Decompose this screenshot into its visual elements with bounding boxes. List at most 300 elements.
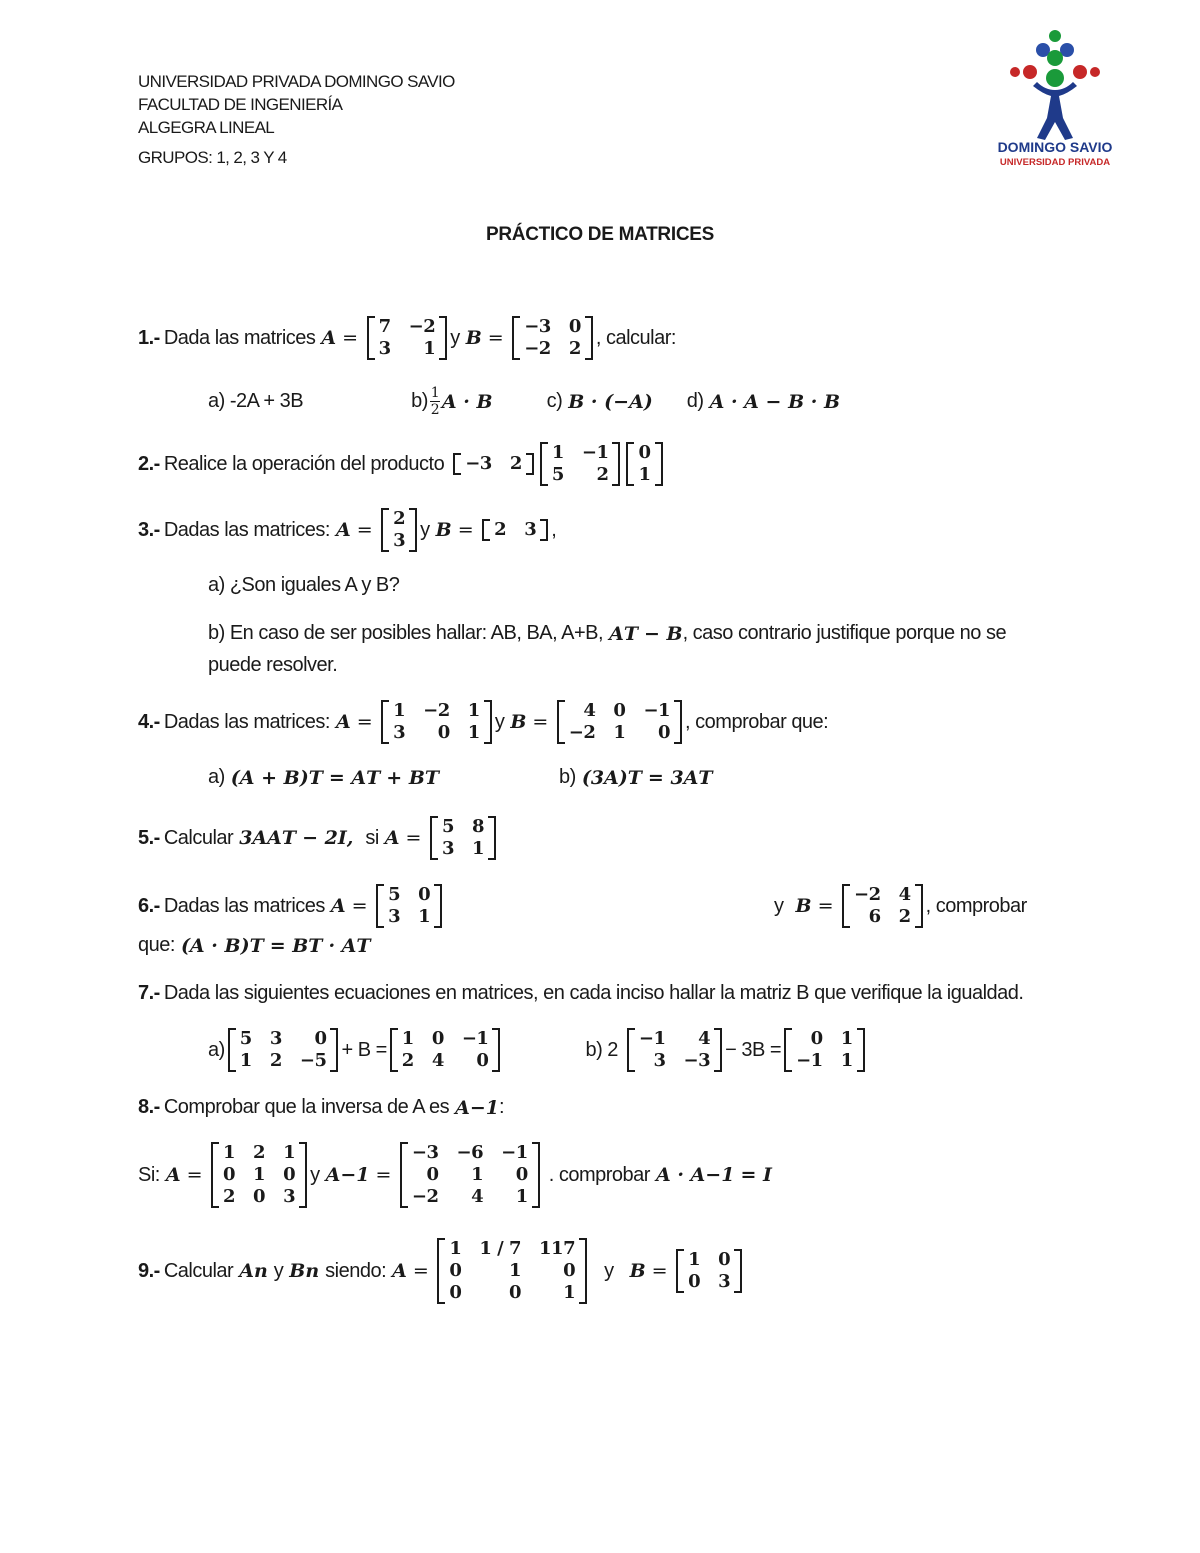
var-b: B [629,1260,646,1282]
part-b-label: b) [411,390,428,412]
matrix-a [376,884,442,928]
check-rhs: = I [740,1164,772,1186]
matrix-grid [445,1238,579,1304]
bracket-right [299,1142,307,1208]
matrix-grid [398,1028,493,1072]
matrix-cell: 4 [898,884,911,905]
matrix-cell: 0 [449,1282,462,1303]
matrix-cell: 0 [418,884,431,905]
part-c-label: c) [546,390,563,412]
expr: 3AA [239,827,282,849]
matrix-cell: 3 [378,338,391,359]
problem-number: 9.- [138,1259,160,1282]
bracket-left [376,884,384,928]
matrix-cell: 5 [441,816,454,837]
bracket-right [409,508,417,552]
bracket-right [674,700,682,744]
problem-tail: , comprobar [925,894,1027,917]
var-b: B [289,1260,306,1282]
matrix-cell: 1 [515,1186,528,1207]
problem-text: Dadas las matrices: [163,710,330,733]
connector-y: y [774,894,784,917]
problem-text: Dada las siguientes ecuaciones en matrices, en cada inciso hallar la matriz B que verifique la igualdad. [163,982,1024,1004]
matrix-cell: 3 [653,1050,666,1071]
matrix-cell: 5 [239,1028,252,1049]
matrix-cell: 0 [223,1164,236,1185]
part-a-label: a) [208,766,225,788]
matrix-b [512,316,593,360]
matrix-cell: −1 [638,1028,666,1049]
part-a-rhs-2: + B [386,766,425,789]
matrix-cell: 1 [418,906,431,927]
equals-sign: = [351,895,368,917]
problem-1-parts [208,386,840,417]
bracket-right [734,1249,742,1293]
minus-b: − B [643,622,683,645]
bracket-left [381,700,389,744]
equals-sign: = [186,1164,203,1186]
equals-sign: = [356,711,373,733]
matrix-a [367,316,448,360]
var-b: B [795,895,812,917]
university-name: UNIVERSIDAD PRIVADA DOMINGO SAVIO [138,72,455,91]
matrix-cell: 1 / 7 [479,1238,522,1259]
problem-number: 7.- [138,982,160,1004]
problem-text: Dada las matrices [163,326,316,349]
bracket-right [439,316,447,360]
bracket-left [453,453,461,475]
connector-y: y [494,710,505,733]
matrix-cell: 0 [718,1249,731,1270]
matrix-cell: −1 [643,700,671,721]
var-a: A [335,711,351,733]
rhs: = B [269,934,309,957]
matrix-cell: −3 [465,453,492,474]
matrix-b [557,700,682,744]
bracket-left [211,1142,219,1208]
var-a: A [330,895,346,917]
connector-y: y [420,518,430,541]
equals-sign: = [342,327,358,349]
matrix-b [676,1249,742,1293]
problem-number: 8.- [138,1096,160,1118]
matrix-grid [219,1142,299,1208]
matrix-cell: 2 [223,1186,236,1207]
matrix-cell: 7 [378,316,391,337]
matrix-cell: 0 [568,316,581,337]
problem-6-right [774,884,1027,928]
matrix-cell: 1 [613,722,626,743]
matrix-cell: 1 [471,838,485,859]
matrix-cell: 1 [253,1164,266,1185]
matrix-cell: 2 [509,453,522,474]
connector-si: si [365,826,379,849]
matrix-cell: 2 [393,508,406,529]
matrix-b-left [627,1028,722,1072]
matrix-cell: 3 [269,1028,282,1049]
matrix-cell: 1 [467,700,480,721]
matrix-cell: 2 [253,1142,266,1163]
matrix-cell: 3 [393,530,406,551]
matrix-cell: 2 [269,1050,282,1071]
problem-8: 8.- Comprobar que la inversa de A es A −1 : [138,1096,505,1119]
problem-tail: , comprobar que: [685,710,829,733]
matrix-cell: 1 [840,1050,853,1071]
matrix-cell: 2 [898,906,911,927]
matrix-b-right [784,1028,865,1072]
bracket-left [784,1028,792,1072]
var-a-inverse: A [325,1164,341,1186]
matrix-cell: 0 [431,1028,444,1049]
matrix-cell: 5 [551,464,564,485]
problem-6-identity: que: (A · B) T = B T · A T [138,934,371,957]
university-logo [985,28,1125,173]
problem-2 [138,442,666,486]
matrix-cell: 1 [563,1282,576,1303]
matrix-grid [635,1028,714,1072]
matrix-cell: 0 [314,1028,327,1049]
page-title: PRÁCTICO DE MATRICES [486,224,714,245]
column-matrix [626,442,662,486]
bracket-left [676,1249,684,1293]
matrix-grid [389,700,484,744]
matrix-cell: 1 [509,1260,522,1281]
bracket-left [842,884,850,928]
matrix-cell: 1 [467,722,480,743]
connector-y: y [604,1259,614,1282]
matrix-cell: −1 [796,1050,823,1071]
logo-subtitle: UNIVERSIDAD PRIVADA [999,157,1111,168]
matrix-a [437,1238,587,1304]
numerator: 1 [430,385,440,401]
equals-sign: = [405,827,421,849]
matrix-cell: 2 [494,519,507,540]
var-a: A [455,1096,470,1119]
var-a: A [321,327,337,349]
check-lhs: A · A [655,1164,706,1186]
part-b-text: b) En caso de ser posibles hallar: AB, BA, A+B, [208,622,604,644]
lhs: (A · B) [180,934,250,957]
part-a: a) ¿Son iguales A y B? [208,574,400,596]
bracket-right [915,884,923,928]
part-d-label: d) [686,390,704,412]
matrix-grid [461,453,526,475]
var-a: A [384,827,400,849]
bracket-right [612,442,620,486]
problem-3-part-a [208,574,399,597]
problem-number: 6.- [138,894,160,917]
matrix-cell: −1 [461,1028,489,1049]
matrix-cell: 0 [638,442,651,463]
matrix-cell: 1 [283,1142,296,1163]
matrix-cell: 1 [223,1142,236,1163]
problem-4-parts: a) (A + B) T = A T + B T b) (3A) T = 3A T [208,766,713,789]
matrix-cell: 1 [393,700,406,721]
bracket-left [626,442,634,486]
problem-text: Calcular [163,826,234,849]
matrix-a-inverse [400,1142,540,1208]
logo-name: DOMINGO SAVIO [997,139,1113,155]
equals-sign: = [487,327,504,349]
bracket-right [526,453,534,475]
bracket-left [482,519,490,541]
matrix-cell: 0 [253,1186,266,1207]
part-b-label: b) [559,766,576,788]
matrix-cell: 0 [515,1164,528,1185]
problem-text: Calcular [163,1259,234,1282]
equals-sign: = [412,1260,429,1282]
bracket-right [484,700,492,744]
matrix-cell: −3 [411,1142,439,1163]
matrix-b [842,884,923,928]
expr-2: − 2I, [302,827,354,849]
equals-sign: = [817,895,833,917]
matrix-cell: −2 [423,700,450,721]
var-a: A [239,1260,254,1282]
matrix-a [211,1142,307,1208]
matrix-grid [684,1249,734,1293]
part-b-label: b) 2 [585,1038,618,1061]
part-b-lhs: (3A) [581,766,628,789]
part-b-text-2: , caso contrario justifique porque no se [682,622,1007,644]
matrix-cell: 1 [423,338,436,359]
row-matrix [453,453,534,475]
matrix-cell: 1 [638,464,651,485]
matrix-grid [384,884,434,928]
problem-text: Dadas las matrices [163,894,325,917]
matrix-cell: −1 [581,442,609,463]
matrix-cell: 3 [388,906,401,927]
connector-y: y [450,326,460,349]
denominator: 2 [430,402,440,418]
matrix-cell: 8 [471,816,485,837]
bracket-right [492,1028,500,1072]
matrix-cell: 3 [718,1271,731,1292]
var-a: A [392,1260,407,1282]
matrix-cell: 0 [810,1028,823,1049]
matrix-grid [438,816,488,860]
problem-tail: , [551,518,557,541]
matrix-grid [634,442,654,486]
matrix-grid [792,1028,857,1072]
bracket-left [437,1238,445,1304]
matrix-cell: 0 [688,1271,701,1292]
part-b-rhs: = 3A [647,766,699,789]
matrix-a [381,700,492,744]
part-b-expr: A · B [441,390,493,413]
bracket-right [434,884,442,928]
matrix-cell: 2 [568,338,581,359]
equals-sign: = [356,519,373,541]
siendo-label: siendo: [325,1259,387,1282]
square-matrix [540,442,621,486]
matrix-grid [565,700,674,744]
problem-4 [138,700,828,744]
bracket-left [512,316,520,360]
matrix-grid [548,442,613,486]
rhs-2: · A [328,934,357,957]
problem-3-part-b: b) En caso de ser posibles hallar: AB, BA, A+B, A T − B , caso contrario justifique porque no se [208,622,1007,645]
matrix-grid [520,316,585,360]
matrix-grid [490,519,540,541]
matrix-cell: −3 [524,316,551,337]
problem-number: 5.- [138,826,160,849]
connector-y: y [310,1163,320,1186]
matrix-cell: 0 [563,1260,576,1281]
matrix-grid [389,508,409,552]
matrix-cell: 0 [437,722,450,743]
matrix-cell: 0 [613,700,626,721]
check-text: . comprobar [548,1163,650,1186]
matrix-cell: 1 [840,1028,853,1049]
matrix-cell: −2 [408,316,436,337]
part-a: a) -2A + 3B [208,390,304,412]
matrix-cell: 3 [393,722,406,743]
var-a: A [165,1164,181,1186]
bracket-left [400,1142,408,1208]
bracket-right [532,1142,540,1208]
matrix-cell: −2 [524,338,551,359]
part-c-expr: B · (−A) [568,390,653,413]
course-name: ALGEGRA LINEAL [138,118,275,137]
matrix-cell: −2 [568,722,596,743]
bracket-left [381,508,389,552]
matrix-grid [375,316,440,360]
var-a: A [609,622,624,645]
bracket-right [857,1028,865,1072]
matrix-cell: 6 [868,906,881,927]
part-a-label: a) [208,1038,225,1061]
problem-3-part-b-cont [208,654,337,677]
problem-9: 9.- Calcular A n y B n siendo: A = 1 1 / 7 117 0 1 0 0 0 1 y B = 1 0 0 3 [138,1238,745,1304]
var-b: B [465,327,482,349]
matrix-cell: 4 [583,700,596,721]
matrix-a-right [390,1028,501,1072]
bracket-right [488,816,496,860]
matrix-cell: 2 [401,1050,414,1071]
equals-sign: = [457,519,474,541]
problem-tail: , calcular: [595,326,676,349]
matrix-cell: 3 [283,1186,296,1207]
problem-text: Realice la operación del producto [163,452,445,475]
matrix-cell: −1 [501,1142,528,1163]
problem-8-matrices: Si: A = 1 2 1 0 1 0 2 0 3 y A −1 = −3 −6 −1 0 1 0 −2 4 1 . comprobar A · A −1 = I [138,1142,772,1207]
matrix-cell: 117 [539,1238,576,1259]
document-header [138,70,455,169]
colon: : [499,1096,505,1118]
fraction-half [430,386,440,417]
bracket-left [557,700,565,744]
part-a-lhs: (A + B) [230,766,309,789]
problem-6 [138,884,445,928]
bracket-right [330,1028,338,1072]
bracket-left [228,1028,236,1072]
problem-number: 3.- [138,518,160,541]
faculty-name: FACULTAD DE INGENIERÍA [138,95,343,114]
problem-5: 5.- Calcular 3AA T − 2I, si A = 5 8 3 1 [138,816,499,860]
matrix-cell: 3 [524,519,537,540]
var-a: A [335,519,351,541]
connector-y: y [273,1259,284,1282]
matrix-cell: 3 [441,838,454,859]
matrix-a [430,816,496,860]
minus-3b: − 3B = [725,1038,782,1061]
equals-sign: = [651,1260,668,1282]
matrix-cell: 2 [596,464,609,485]
bracket-right [540,519,548,541]
matrix-cell: −5 [299,1050,327,1071]
bracket-right [714,1028,722,1072]
problem-1 [138,316,676,360]
var-b: B [435,519,452,541]
matrix-cell: 1 [688,1249,701,1270]
part-b-text-3: puede resolver. [208,654,338,676]
problem-text: Comprobar que la inversa de A es [163,1096,450,1118]
bracket-left [540,442,548,486]
matrix-cell: 0 [449,1260,462,1281]
si-label: Si: [138,1163,160,1186]
matrix-cell: −2 [853,884,881,905]
bracket-left [627,1028,635,1072]
problem-3 [138,508,556,552]
matrix-cell: 1 [551,442,564,463]
matrix-cell: 1 [239,1050,252,1071]
problem-7 [138,982,1023,1005]
problem-7-parts [208,1028,868,1072]
matrix-cell: 4 [431,1050,444,1071]
matrix-cell: 0 [426,1164,439,1185]
matrix-cell: 4 [698,1028,711,1049]
matrix-b [482,519,548,541]
matrix-cell: 5 [388,884,401,905]
matrix-cell: 1 [449,1238,462,1259]
groups-line: GRUPOS: 1, 2, 3 Y 4 [138,148,287,167]
matrix-cell: 0 [658,722,671,743]
matrix-cell: 4 [471,1186,484,1207]
matrix-cell: −2 [411,1186,439,1207]
bracket-left [390,1028,398,1072]
equals-sign: = [532,711,548,733]
bracket-right [655,442,663,486]
matrix-grid [236,1028,331,1072]
problem-number: 2.- [138,452,160,475]
plus-b: + B = [341,1038,387,1061]
matrix-cell: 0 [509,1282,522,1303]
matrix-cell: 0 [283,1164,296,1185]
part-a-rhs: = A [328,766,367,789]
que-label: que: [138,934,175,956]
matrix-a [381,508,417,552]
equals-sign: = [375,1164,391,1186]
matrix-cell: −6 [456,1142,484,1163]
matrix-cell: −3 [683,1050,711,1071]
bracket-left [430,816,438,860]
matrix-a-left [228,1028,339,1072]
matrix-grid [850,884,915,928]
bracket-right [585,316,593,360]
var-b: B [510,711,527,733]
problem-number: 1.- [138,326,160,349]
problem-text: Dadas las matrices: [163,518,330,541]
bracket-right [579,1238,587,1304]
bracket-left [367,316,375,360]
matrix-grid [408,1142,532,1208]
matrix-cell: 1 [401,1028,414,1049]
part-d-expr: A · A − B · B [709,390,841,413]
matrix-cell: 1 [471,1164,484,1185]
problem-number: 4.- [138,710,160,733]
matrix-cell: 0 [476,1050,489,1071]
